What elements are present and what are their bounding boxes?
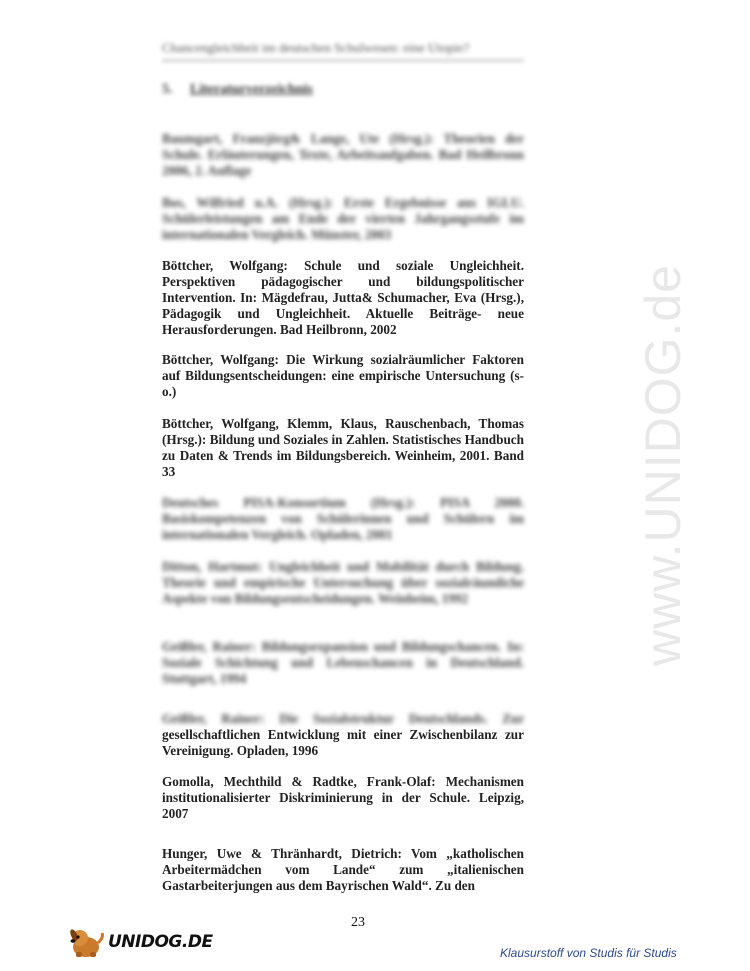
unidog-logo	[66, 925, 213, 961]
bibliography-entry: Gomolla, Mechthild & Radtke, Frank-Olaf: Mechanismen institutionalisierter Diskriminierung in der Schule. Leipzig, 2007	[162, 774, 524, 821]
section-number: 5.	[162, 82, 173, 97]
bibliography-entry: Geißler, Rainer: Bildungsexpansion und Bildungschancen. In: Soziale Schichtung und Lebenschancen in Deutschland. Stuttgart, 1994	[162, 639, 524, 686]
bibliography-entry: Böttcher, Wolfgang, Klemm, Klaus, Rauschenbach, Thomas (Hrsg.): Bildung und Soziales in Zahlen. Statistisches Handbuch zu Daten & Trends im Bildungsbereich. Weinheim, 2001. Band 33	[162, 416, 524, 479]
logo-text: UNIDOG.DE	[108, 932, 213, 952]
bibliography-entry-visible-part: gesellschaftlichen Entwicklung mit einer Zwischenbilanz zur Vereinigung. Opladen, 1996	[162, 727, 524, 758]
watermark-text: www.UNIDOG.de	[635, 264, 691, 666]
watermark	[598, 255, 728, 675]
dog-icon	[66, 925, 106, 961]
bibliography-entry: Deutsches PISA-Konsortium (Hrsg.): PISA 2000. Basiskompetenzen von Schülerinnen und Schülern im internationalen Vergleich. Opladen, 2001	[162, 495, 524, 542]
bibliography-entry-blurred-part: Geißler, Rainer: Die Sozialstruktur Deutschlands. Zur	[162, 711, 524, 726]
footer-tagline: Klausurstoff von Studis für Studis	[500, 946, 677, 960]
bibliography-entry: Böttcher, Wolfgang: Die Wirkung sozialräumlicher Faktoren auf Bildungsentscheidungen: eine empirische Untersuchung (s-o.)	[162, 352, 524, 399]
bibliography-entry: Ditton, Hartmut: Ungleichheit und Mobilität durch Bildung. Theorie und empirische Untersuchung über sozialräumliche Aspekte von Bildungsentscheidungen. Weinheim, 1992	[162, 559, 524, 606]
bibliography-entry: Bos, Wilfried u.A. (Hrsg.): Erste Ergebnisse aus IGLU. Schülerleistungen am Ende der vierten Jahrgangsstufe im internationalen Vergleich. Münster, 2003	[162, 195, 524, 242]
bibliography-entry: Böttcher, Wolfgang: Schule und soziale Ungleichheit. Perspektiven pädagogischer und bildungspolitischer Intervention. In: Mägdefrau, Jutta& Schumacher, Eva (Hrsg.), Pädagogik und Ungleichheit. Aktuelle Beiträge- neue Herausforderungen. Bad Heilbronn, 2002	[162, 258, 524, 337]
bibliography-entry: Hunger, Uwe & Thränhardt, Dietrich: Vom „katholischen Arbeitermädchen vom Lande“ zum „italienischen Gastarbeiterjungen aus dem Bayrischen Wald“. Zu den	[162, 846, 524, 893]
running-header: Chancengleichheit im deutschen Schulwesen: eine Utopie?	[162, 40, 524, 61]
page-number: 23	[351, 915, 365, 930]
bibliography-entry: Baumgart, Franzjörg& Lange, Ute (Hrsg.): Theorien der Schule. Erläuterungen, Texte, Arbeitsaufgaben. Bad Heilbronn 2006, 2. Auflage	[162, 131, 524, 178]
section-heading	[162, 82, 313, 98]
bibliography-entry	[162, 711, 524, 759]
section-title: Literaturverzeichnis	[190, 82, 313, 97]
